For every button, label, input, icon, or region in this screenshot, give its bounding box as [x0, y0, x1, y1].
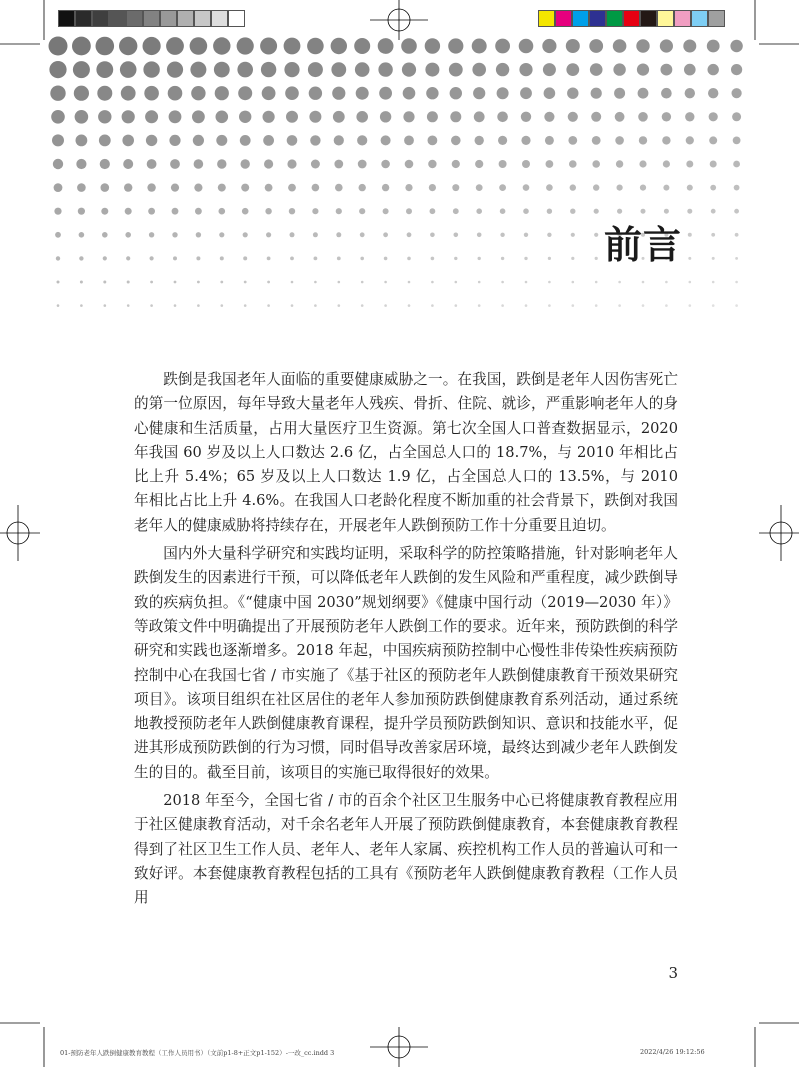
- page-number: 3: [668, 964, 678, 982]
- calibration-swatch: [126, 10, 143, 27]
- print-slug-filename: 01-预防老年人跌倒健康教育教程（工作人员用书）（文前p1-8+正文p1-152）-一改_cc.indd 3: [60, 1049, 335, 1057]
- calibration-swatch: [228, 10, 245, 27]
- calibration-swatch: [691, 10, 708, 27]
- calibration-swatch: [177, 10, 194, 27]
- color-calibration-bar: [538, 10, 725, 27]
- grayscale-calibration-bar: [58, 10, 245, 27]
- calibration-swatch: [606, 10, 623, 27]
- calibration-swatch: [58, 10, 75, 27]
- calibration-swatch: [143, 10, 160, 27]
- calibration-swatch: [640, 10, 657, 27]
- calibration-swatch: [109, 10, 126, 27]
- calibration-swatch: [160, 10, 177, 27]
- page-title: 前言: [603, 223, 682, 267]
- print-slug-timestamp: 2022/4/26 19:12:56: [640, 1048, 705, 1056]
- calibration-swatch: [92, 10, 109, 27]
- preface-body: [134, 368, 678, 915]
- calibration-swatch: [75, 10, 92, 27]
- calibration-swatch: [538, 10, 555, 27]
- calibration-swatch: [194, 10, 211, 27]
- paragraph: 2018 年至今，全国七省 / 市的百余个社区卫生服务中心已将健康教育教程应用于社区健康教育活动，对千余名老年人开展了预防跌倒健康教育，本套健康教育教程得到了社区卫生工作人员、老年人、老年人家属、疾控机构工作人员的普遍认可和一致好评。本套健康教育教程包括的工具有《预防老年人跌倒健康教育教程（工作人员用: [134, 792, 678, 907]
- paragraph: 国内外大量科学研究和实践均证明，采取科学的防控策略措施，针对影响老年人跌倒发生的因素进行干预，可以降低老年人跌倒的发生风险和严重程度，减少跌倒导致的疾病负担。《“健康中国 2030”规划纲要》《健康中国行动（2019—2030 年）》等政策文件中明确提出了开展预防老年人跌倒工作的要求。近年来，预防跌倒的科学研究和实践也逐渐增多。2018 年起，中国疾病预防控制中心慢性非传染性疾病预防控制中心在我国七省 / 市实施了《基于社区的预防老年人跌倒健康教育干预效果研究项目》。该项目组织在社区居住的老年人参加预防跌倒健康教育系列活动，通过系统地教授预防老年人跌倒健康教育课程，提升学员预防跌倒知识、意识和技能水平，促进其形成预防跌倒的行为习惯，同时倡导改善家居环境，最终达到减少老年人跌倒发生的目的。截至目前，该项目的实施已取得很好的效果。: [134, 545, 678, 781]
- paragraph: 跌倒是我国老年人面临的重要健康威胁之一。在我国，跌倒是老年人因伤害死亡的第一位原因，每年导致大量老年人残疾、骨折、住院、就诊，严重影响老年人的身心健康和生活质量，占用大量医疗卫生资源。第七次全国人口普查数据显示，2020 年我国 60 岁及以上人口数达 2.6 亿，占全国总人口的 18.7%，与 2010 年相比占比上升 5.4%；65 岁及以上人口数达 1.9 亿，占全国总人口的 13.5%，与 2010 年相比占比上升 4.6%。在我国人口老龄化程度不断加重的社会背景下，跌倒对我国老年人的健康威胁将持续存在，开展老年人跌倒预防工作十分重要且迫切。: [134, 371, 678, 534]
- calibration-swatch: [623, 10, 640, 27]
- calibration-swatch: [589, 10, 606, 27]
- calibration-swatch: [674, 10, 691, 27]
- calibration-swatch: [657, 10, 674, 27]
- calibration-swatch: [211, 10, 228, 27]
- calibration-swatch: [708, 10, 725, 27]
- calibration-swatch: [572, 10, 589, 27]
- calibration-swatch: [555, 10, 572, 27]
